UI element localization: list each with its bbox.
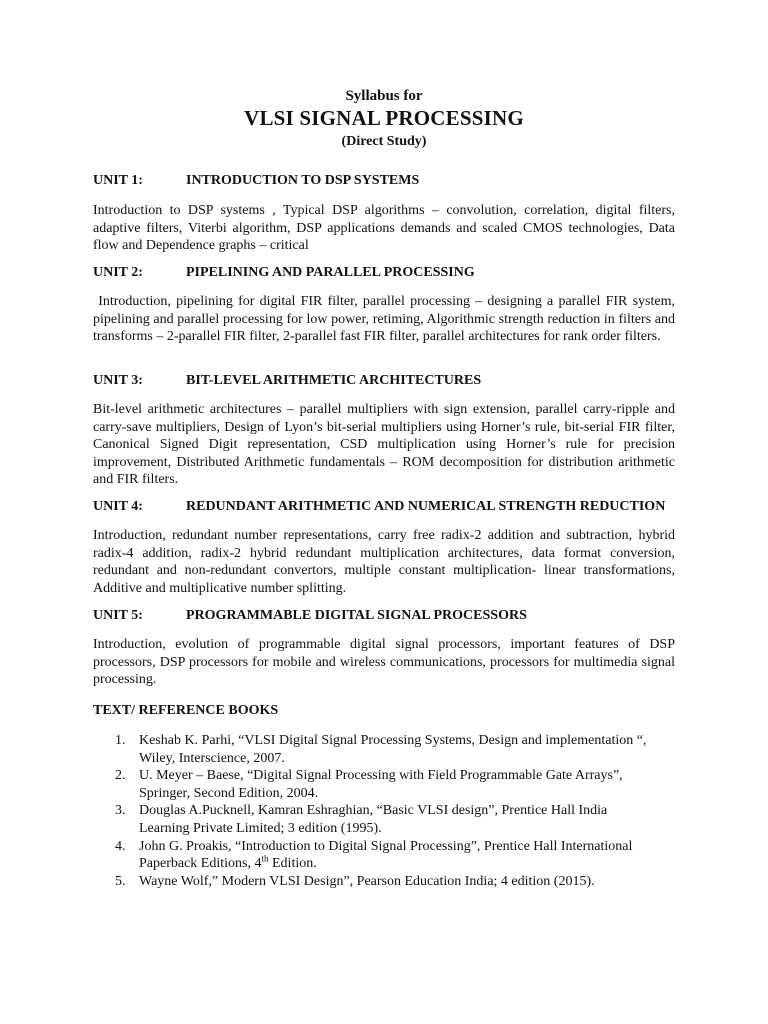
reference-text: Douglas A.Pucknell, Kamran Eshraghian, “Basic VLSI design”, Prentice Hall India Learning Private Limited; 3 edition (1995). — [139, 803, 608, 836]
unit-number: UNIT 2: — [93, 265, 143, 280]
reference-text-main: John G. Proakis, “Introduction to Digital Signal Processing”, Prentice Hall International Paperback Editions, 4 — [139, 838, 633, 872]
reference-text-after: Edition. — [268, 856, 317, 872]
unit-title: REDUNDANT ARITHMETIC AND NUMERICAL STRENGTH REDUCTION — [186, 499, 666, 514]
reference-number: 5. — [115, 873, 126, 889]
reference-number: 2. — [115, 768, 126, 784]
unit-3-content: Bit-level arithmetic architectures – parallel multipliers with sign extension, parallel carry-ripple and carry-save multipliers, Design of Lyon’s bit-serial multipliers using Horner’s rule, bit-serial FIR filter, Canonical Signed Digit representation, CSD multiplication using Horner’s rule for precision improvement, Distributed Arithmetic fundamentals – ROM decomposition for distribution arithmetic and FIR filters. — [93, 402, 675, 488]
list-item — [93, 873, 653, 891]
reference-number: 1. — [115, 733, 126, 748]
unit-5-heading — [93, 608, 527, 624]
unit-4-heading — [93, 499, 665, 515]
unit-5-content: Introduction, evolution of programmable digital signal processors, important features of DSP processors, DSP processors for mobile and wireless communications, processors for multimedia signal processing. — [93, 637, 675, 688]
unit-number: UNIT 4: — [93, 499, 143, 514]
list-item — [93, 732, 653, 767]
references-heading: TEXT/ REFERENCE BOOKS — [93, 703, 279, 718]
unit-3-heading — [93, 373, 481, 389]
unit-1-heading — [93, 173, 419, 189]
unit-title: PIPELINING AND PARALLEL PROCESSING — [186, 265, 475, 280]
unit-2-content: Introduction, pipelining for digital FIR filter, parallel processing – designing a parallel FIR system, pipelining and parallel processing for low power, retiming, Algorithmic strength reduction in filters and transforms – 2-parallel FIR filter, 2-parallel fast FIR filter, parallel architectures for rank order filters. — [93, 294, 679, 345]
reference-text: U. Meyer – Baese, “Digital Signal Processing with Field Programmable Gate Arrays”, Springer, Second Edition, 2004. — [139, 768, 623, 801]
pre-title: Syllabus for — [345, 88, 423, 104]
unit-number: UNIT 3: — [93, 373, 143, 388]
unit-2-heading — [93, 265, 475, 281]
list-item — [93, 767, 653, 802]
reference-number: 3. — [115, 803, 126, 819]
unit-number: UNIT 5: — [93, 608, 143, 623]
list-item — [93, 802, 653, 837]
reference-text — [139, 839, 632, 872]
unit-title: PROGRAMMABLE DIGITAL SIGNAL PROCESSORS — [186, 608, 527, 623]
reference-text: Wayne Wolf,” Modern VLSI Design”, Pearson Education India; 4 edition (2015). — [139, 873, 595, 889]
unit-4-content: Introduction, redundant number representations, carry free radix-2 addition and subtraction, hybrid radix-4 addition, radix-2 hybrid redundant multiplication architectures, data format conversion, redundant and non-redundant convertors, multiple constant multiplication- linear transformations, Additive and multiplicative number splitting. — [93, 528, 675, 596]
unit-title: INTRODUCTION TO DSP SYSTEMS — [186, 173, 420, 188]
study-mode: (Direct Study) — [341, 134, 427, 149]
reference-list — [93, 732, 653, 890]
unit-title: BIT-LEVEL ARITHMETIC ARCHITECTURES — [186, 373, 482, 388]
unit-1-content: Introduction to DSP systems , Typical DSP algorithms – convolution, correlation, digital filters, adaptive filters, Viterbi algorithm, DSP applications demands and scaled CMOS technologies, Data flow and Dependence graphs – critical — [93, 203, 675, 254]
unit-number: UNIT 1: — [93, 173, 143, 188]
reference-number: 4. — [115, 838, 126, 854]
list-item — [93, 838, 653, 873]
reference-text: Keshab K. Parhi, “VLSI Digital Signal Processing Systems, Design and implementation “, Wiley, Interscience, 2007. — [139, 733, 647, 766]
superscript: th — [261, 853, 269, 864]
page-title: VLSI SIGNAL PROCESSING — [244, 106, 524, 130]
